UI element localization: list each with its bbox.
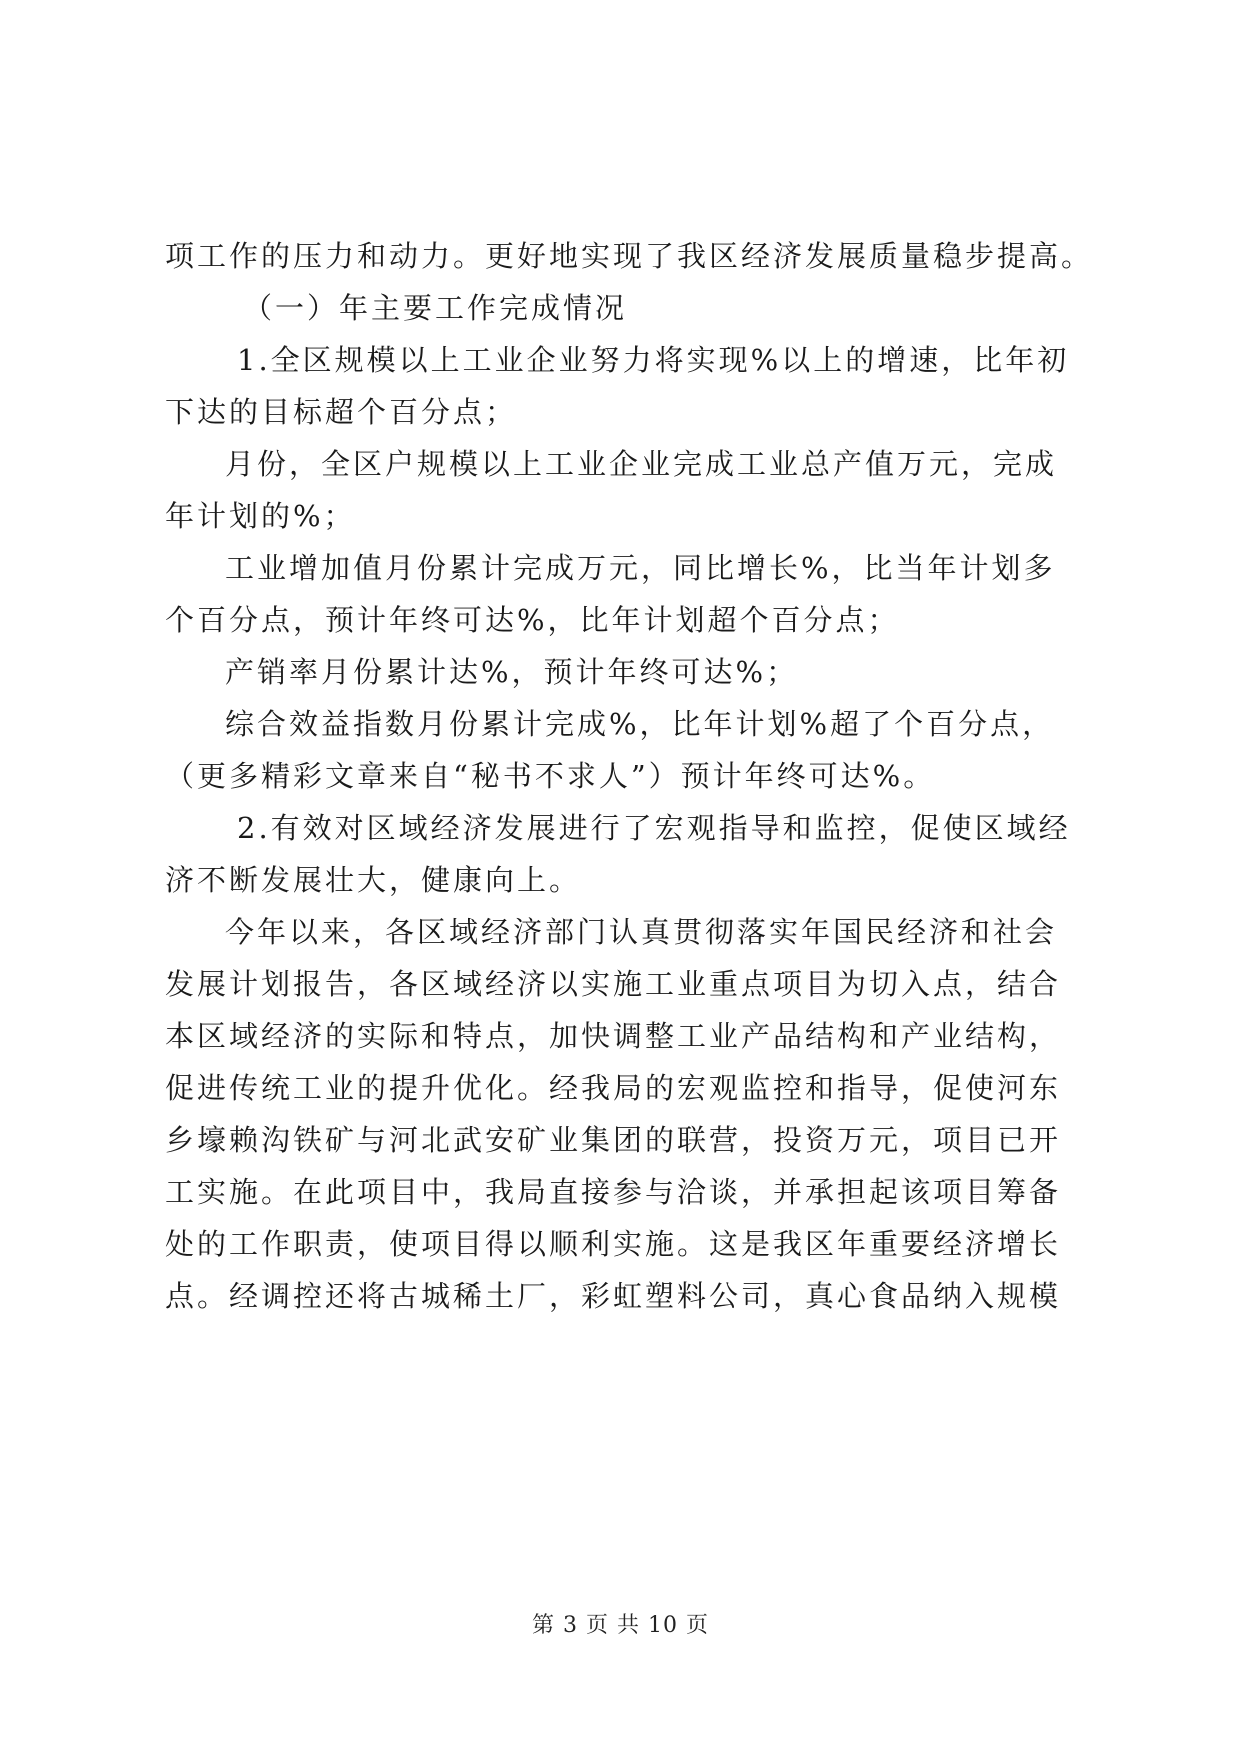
- text-line: 2.有效对区域经济发展进行了宏观指导和监控，促使区域经: [237, 811, 1071, 845]
- text-line: 济不断发展壮大，健康向上。: [165, 863, 582, 897]
- text-line: 点。经调控还将古城稀土厂，彩虹塑料公司，真心食品纳入规模: [165, 1279, 1062, 1313]
- text-line: （更多精彩文章来自“秘书不求人”）预计年终可达%。: [165, 759, 936, 793]
- page-footer: 第 3 页 共 10 页: [532, 1613, 709, 1638]
- text-line: 乡壕赖沟铁矿与河北武安矿业集团的联营，投资万元，项目已开: [165, 1123, 1062, 1157]
- text-line: 综合效益指数月份累计完成%，比年计划%超了个百分点，: [225, 707, 1055, 741]
- text-line: 产销率月份累计达%，预计年终可达%；: [225, 655, 799, 689]
- text-line: 今年以来，各区域经济部门认真贯彻落实年国民经济和社会: [225, 915, 1058, 949]
- text-line: 个百分点，预计年终可达%，比年计划超个百分点；: [165, 603, 900, 637]
- text-line: 本区域经济的实际和特点，加快调整工业产品结构和产业结构，: [165, 1019, 1062, 1053]
- text-line: 发展计划报告，各区域经济以实施工业重点项目为切入点，结合: [165, 967, 1062, 1001]
- text-line: 月份，全区户规模以上工业企业完成工业总产值万元，完成: [225, 447, 1058, 481]
- text-line: 工实施。在此项目中，我局直接参与洽谈，并承担起该项目筹备: [165, 1175, 1062, 1209]
- text-line: 工业增加值月份累计完成万元，同比增长%，比当年计划多: [225, 551, 1056, 585]
- text-line: 下达的目标超个百分点；: [165, 395, 518, 429]
- text-line: （一）年主要工作完成情况: [243, 291, 628, 325]
- text-line: 1.全区规模以上工业企业努力将实现%以上的增速，比年初: [237, 343, 1070, 377]
- text-line: 项工作的压力和动力。更好地实现了我区经济发展质量稳步提高。: [165, 239, 1094, 273]
- text-line: 促进传统工业的提升优化。经我局的宏观监控和指导，促使河东: [165, 1071, 1062, 1105]
- text-line: 年计划的%；: [165, 499, 356, 533]
- text-line: 处的工作职责，使项目得以顺利实施。这是我区年重要经济增长: [165, 1227, 1062, 1261]
- body-text: [165, 230, 1094, 1322]
